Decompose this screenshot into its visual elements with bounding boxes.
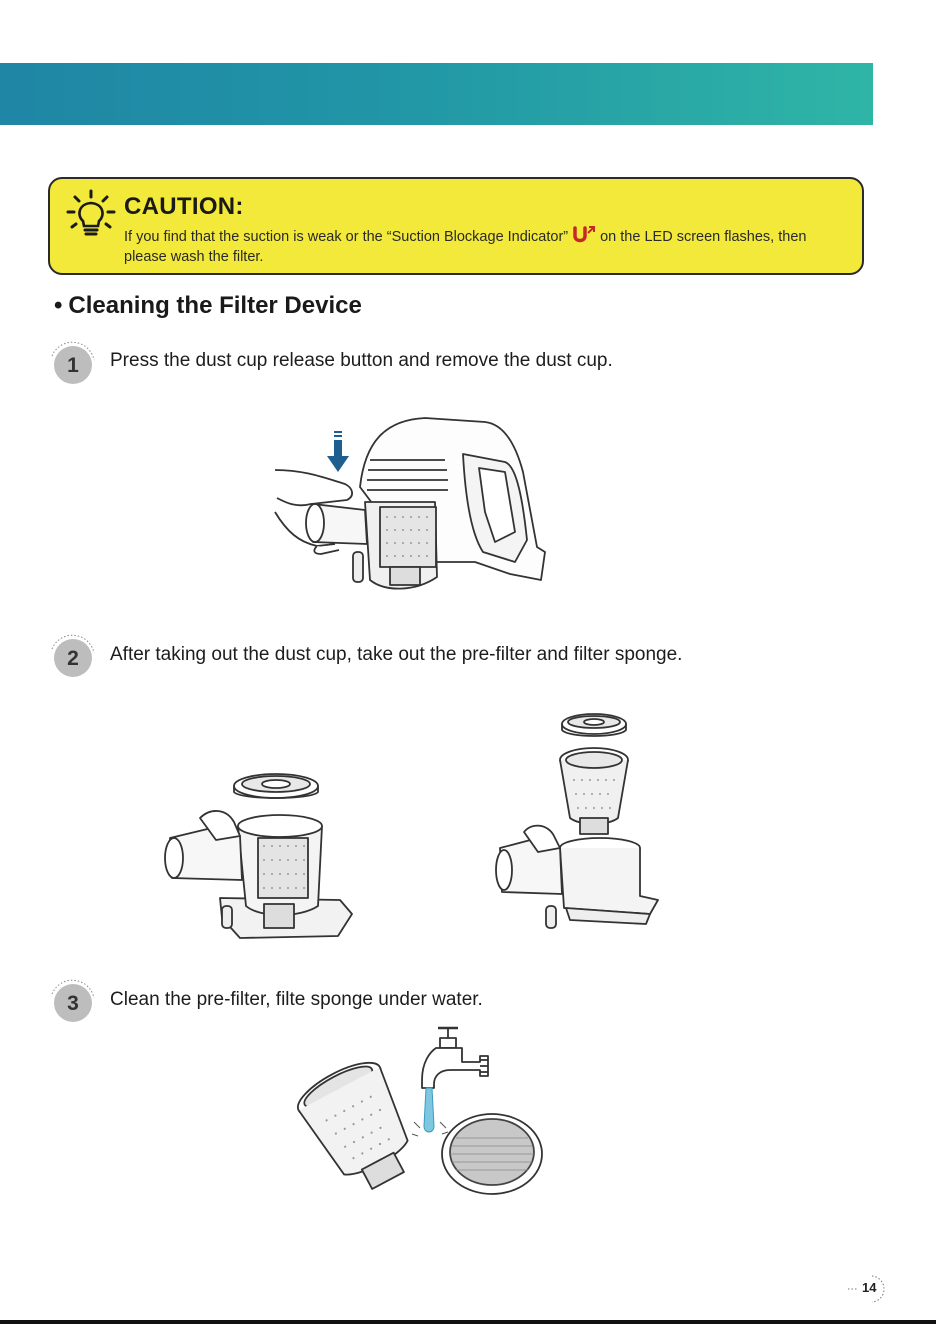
step-3-text: Clean the pre-filter, filte sponge under water. [110,989,483,1010]
header-band [0,63,873,125]
section-title-text: Cleaning the Filter Device [68,292,362,319]
step-3-number: 3 [67,992,79,1015]
caution-text-before: If you find that the suction is weak or the “Suction Blockage Indicator” [124,229,569,245]
step-1-badge [46,338,98,390]
caution-text-after: on the LED screen flashes, then please wash the filter. [124,229,807,265]
step-1-text: Press the dust cup release button and remove the dust cup. [110,350,613,371]
washing-filter-illustration [290,1022,555,1207]
suction-blockage-icon [571,225,597,245]
page-number-text: 14 [862,1280,877,1295]
section-title [54,292,362,320]
step-2-number: 2 [67,647,79,670]
caution-box [48,177,864,275]
exploded-dust-cup-illustration [490,708,670,948]
vacuum-handheld-illustration [265,412,555,602]
page-number [848,1272,888,1306]
bottom-border [0,1320,936,1324]
dust-cup-filter-illustration [160,768,360,948]
lightbulb-icon [66,189,116,241]
caution-title: CAUTION: [124,193,244,220]
step-2-badge [46,631,98,683]
caution-text [124,225,844,267]
section-bullet: • [54,292,63,319]
step-2-text: After taking out the dust cup, take out the pre-filter and filter sponge. [110,644,683,665]
step-3-badge [46,976,98,1028]
step-1-number: 1 [67,354,79,377]
